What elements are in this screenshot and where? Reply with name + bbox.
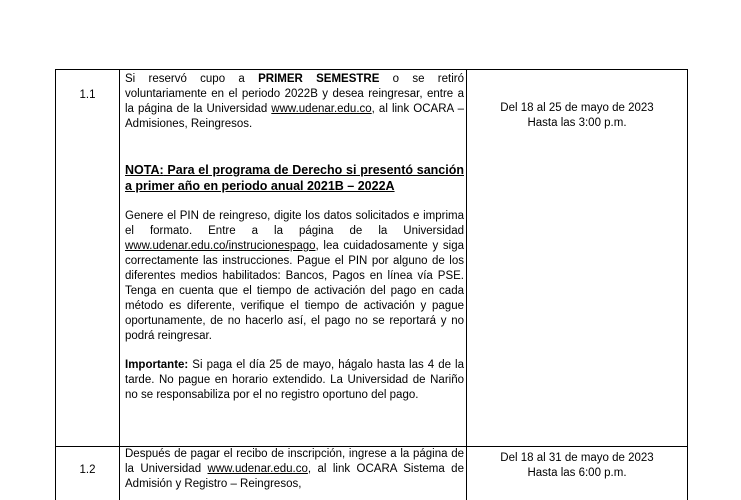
date-range: Del 18 al 31 de mayo de 2023	[500, 452, 654, 464]
note-paragraph: NOTA: Para el programa de Derecho si presentó sanción a primer año en periodo anual 2021B – 2022A	[125, 163, 464, 193]
row-description	[125, 447, 464, 492]
table-right-border	[687, 70, 688, 500]
row-dates	[467, 451, 687, 481]
schedule-table	[55, 69, 688, 500]
row-dates	[467, 101, 687, 131]
row-description	[125, 72, 464, 403]
date-range: Del 18 al 25 de mayo de 2023	[500, 102, 654, 114]
reentry-paragraph: Después de pagar el recibo de inscripción, ingrese a la página de la Universidad www.udenar.edu.co, al link OCARA Sistema de Admisión y Registro – Reingresos,	[125, 448, 464, 490]
row-number: 1.2	[79, 464, 96, 476]
important-label: Importante:	[125, 359, 189, 371]
semester-highlight: PRIMER SEMESTRE	[258, 73, 380, 85]
deadline: Hasta las 3:00 p.m.	[527, 117, 627, 129]
university-link[interactable]: www.udenar.edu.co	[207, 463, 308, 475]
important-paragraph: Importante: Si paga el día 25 de mayo, hágalo hasta las 4 de la tarde. No pague en horario extendido. La Universidad de Nariño no se responsabiliza por el no registro oportuno del pago.	[125, 359, 464, 401]
payment-instructions-link[interactable]: www.udenar.edu.co/instrucionespago	[125, 240, 316, 252]
column-divider	[119, 70, 120, 500]
intro-paragraph: Si reservó cupo a PRIMER SEMESTRE o se retiró voluntariamente en el periodo 2022B y desea reingresar, entre a la página de la Universidad www.udenar.edu.co, al link OCARA – Admisiones, Reingresos.	[125, 73, 465, 130]
row-number: 1.1	[79, 89, 96, 101]
deadline: Hasta las 6:00 p.m.	[527, 467, 627, 479]
instructions-paragraph: Genere el PIN de reingreso, digite los datos solicitados e imprima el formato. Entre a la página de la Universidad www.udenar.edu.co/instrucionespago, lea cuidadosamente y siga correctamente las instrucciones. Pague el PIN por alguno de los diferentes medios habilitados: Bancos, Pagos en línea vía PSE. Tenga en cuenta que el tiempo de activación del pago en cada método es diferente, verifique el tiempo de activación y pague oportunamente, de no hacerlo así, el pago no se reportará y no podrá reingresar.	[125, 210, 464, 342]
university-link[interactable]: www.udenar.edu.co	[271, 103, 372, 115]
column-divider	[466, 70, 467, 500]
